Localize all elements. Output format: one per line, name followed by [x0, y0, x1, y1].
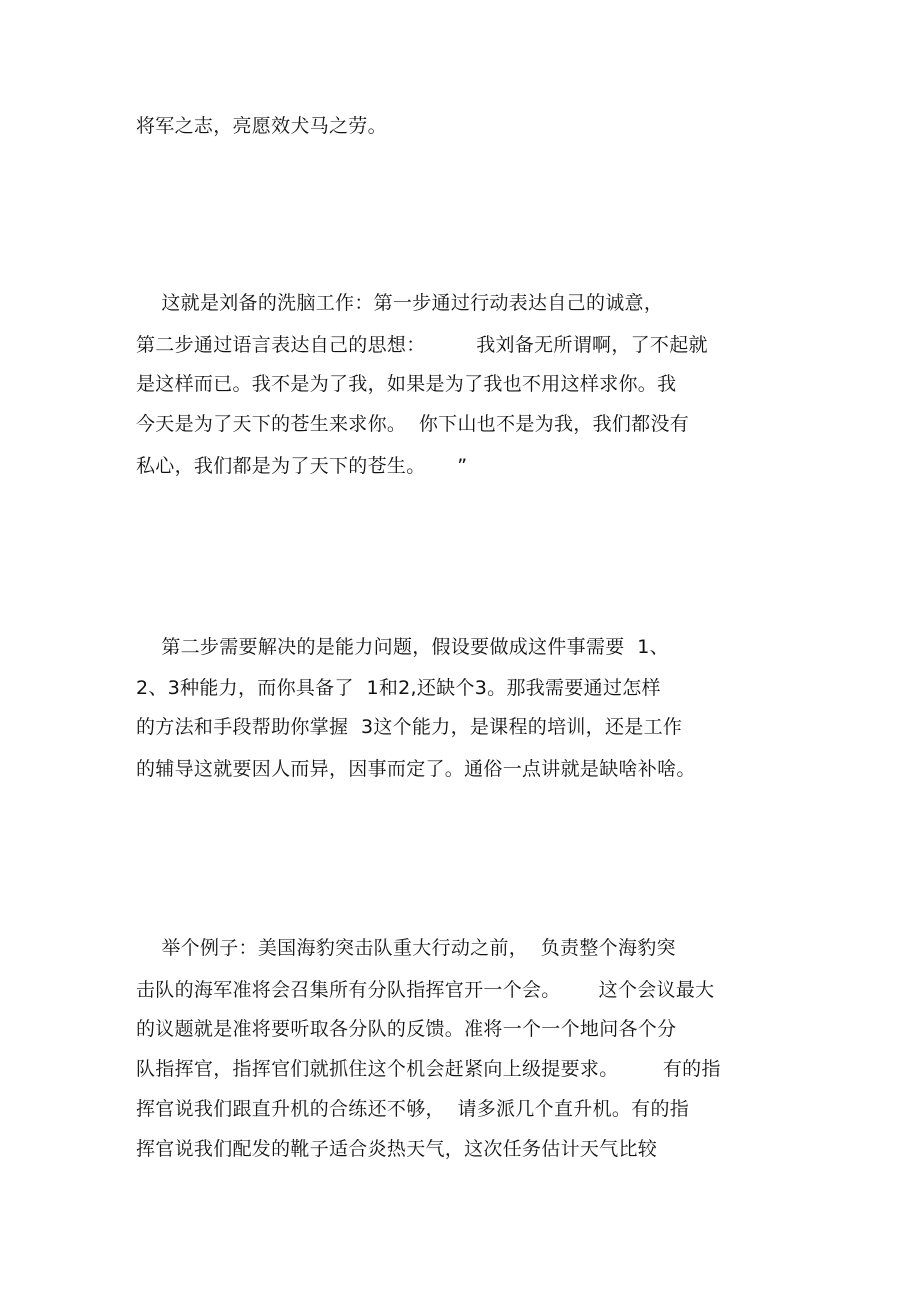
- paragraph-line: 举个例子：美国海豹突击队重大行动之前， 负责整个海豹突: [136, 937, 676, 959]
- paragraph-line: 击队的海军准将会召集所有分队指挥官开一个会。 这个会议最大: [136, 979, 715, 1001]
- paragraph-line: 今天是为了天下的苍生来求你。 你下山也不是为我，我们都没有: [136, 413, 690, 435]
- paragraph-line: 第二步需要解决的是能力问题，假设要做成这件事需要 1、: [136, 636, 669, 658]
- paragraph-line: 的议题就是准将要听取各分队的反馈。准将一个一个地问各个分: [136, 1018, 677, 1040]
- paragraph-line: 队指挥官，指挥官们就抓住这个机会赶紧向上级提要求。 有的指: [136, 1058, 721, 1080]
- paragraph-line: 挥官说我们配发的靴子适合炎热天气，这次任务估计天气比较: [136, 1138, 658, 1160]
- paragraph-line: 私心，我们都是为了天下的苍生。 ”: [136, 455, 468, 477]
- paragraph-line: 2、3种能力，而你具备了 1和2,还缺个3。那我需要通过怎样: [136, 677, 661, 699]
- paragraph-line: 第二步通过语言表达自己的思想： 我刘备无所谓啊，了不起就: [136, 334, 708, 356]
- paragraph-line: 将军之志，亮愿效犬马之劳。: [136, 115, 387, 137]
- paragraph-line: 的方法和手段帮助你掌握 3这个能力，是课程的培训，还是工作: [136, 716, 683, 738]
- paragraph-line: 这就是刘备的洗脑工作：第一步通过行动表达自己的诚意，: [136, 292, 664, 314]
- paragraph-line: 的辅导这就要因人而异，因事而定了。通俗一点讲就是缺啥补啥。: [136, 758, 696, 780]
- paragraph-line: 挥官说我们跟直升机的合练还不够， 请多派几个直升机。有的指: [136, 1098, 690, 1120]
- paragraph-line: 是这样而已。我不是为了我，如果是为了我也不用这样求你。我: [136, 373, 677, 395]
